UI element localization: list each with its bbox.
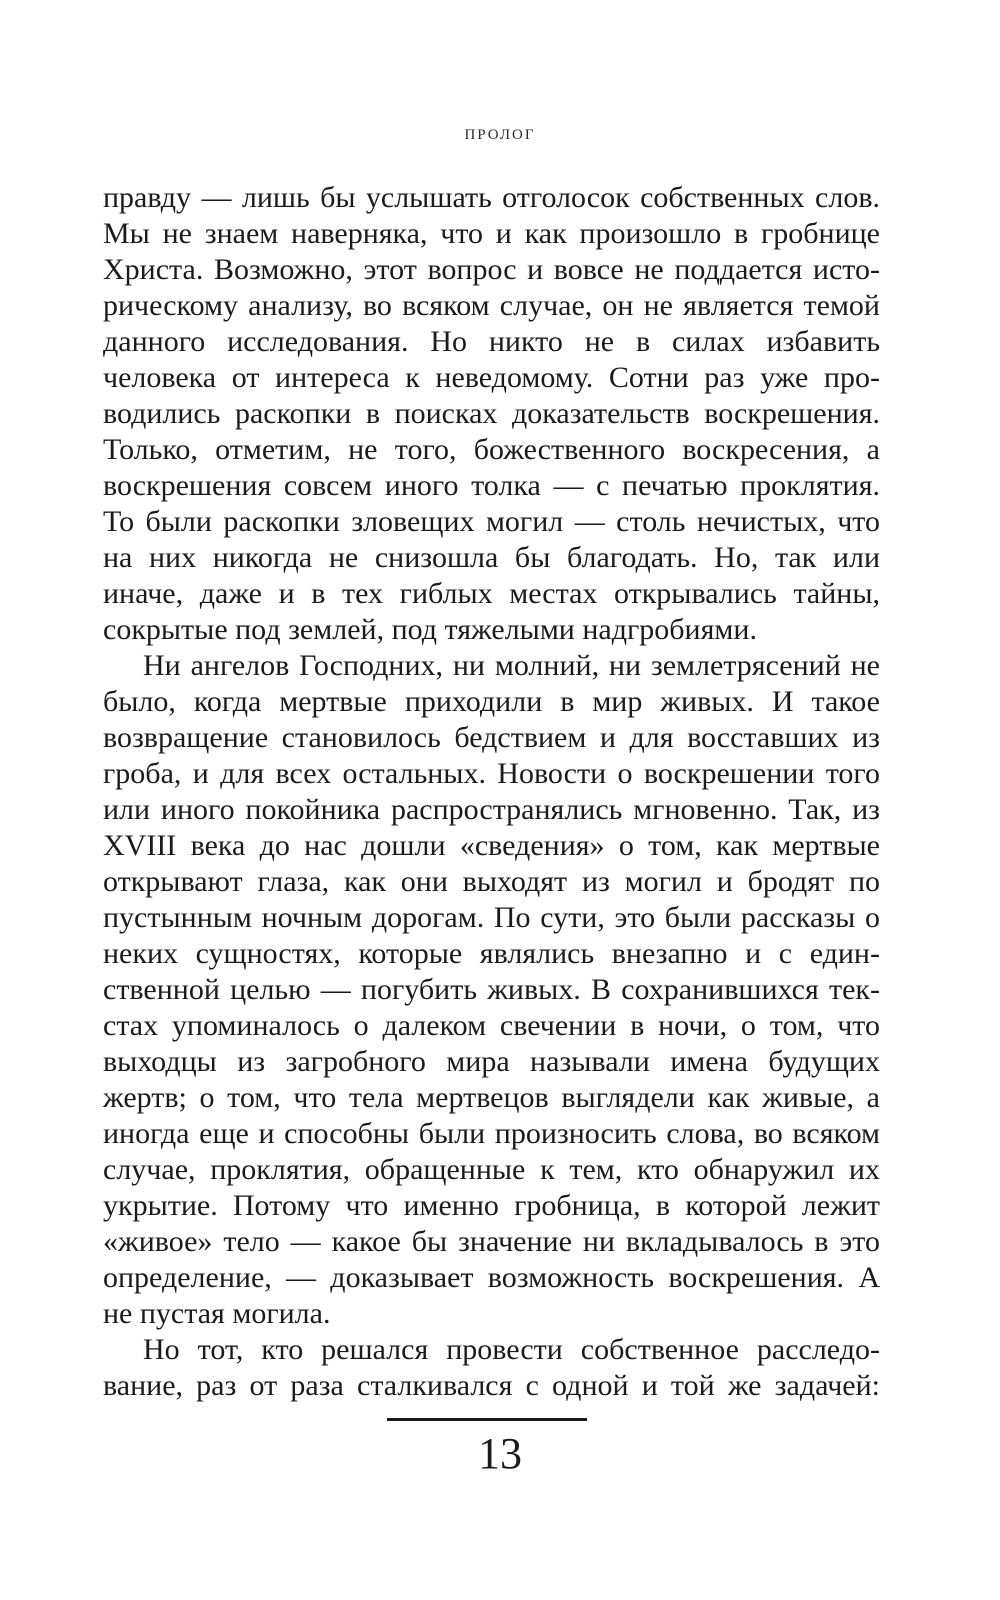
running-head: ПРОЛОГ: [464, 127, 536, 143]
text-block: [103, 180, 880, 1404]
paragraph-2: Ни ангелов Господних, ни молний, ни землетрясений не было, когда мертвые приходили в мир живых. И такое возвращение становилось бедствием и для восставших из гроба, и для всех остальных. Новости о воскрешении того или иного покойника распространялись мгновенно. Так, из XVIII века до нас дошли «сведения» о том, как мертвые открывают глаза, как они выходят из могил и бродят по пустынным ночным дорогам. По сути, это были рассказы о неких сущностях, которые являлись внезапно и с единственной целью — погубить живых. В сохранившихся текстах упоминалось о далеком свечении в ночи, о том, что выходцы из загробного мира называли имена будущих жертв; о том, что тела мертвецов выглядели как живые, а иногда еще и способны были произносить слова, во всяком случае, проклятия, обращенные к тем, кто обнаружил их укрытие. Потому что именно гробница, в которой лежит «живое» тело — какое бы значение ни вкладывалось в это определение, — доказывает возможность воскрешения. А не пустая могила.: [103, 649, 880, 1330]
paragraph-1: правду — лишь бы услышать отголосок собственных слов. Мы не знаем наверняка, что и как произошло в гробнице Христа. Возможно, этот вопрос и вовсе не поддается историческому анализу, во всяком случае, он не является темой данного исследования. Но никто не в силах избавить человека от интереса к неведомому. Сотни раз уже проводились раскопки в поисках доказательств воскрешения. Только, отметим, не того, божественного воскресения, а воскрешения совсем иного толка — с печатью проклятия. То были раскопки зловещих могил — столь нечистых, что на них никогда не снизошла бы благодать. Но, так или иначе, даже и в тех гиблых местах открывались тайны, сокрытые под землей, под тяжелыми надгробиями.: [103, 181, 880, 646]
footer-rule: [387, 1418, 587, 1421]
paragraph-3: Но тот, кто решался провести собственное расследование, раз от раза сталкивался с одной и той же задачей:: [103, 1333, 880, 1402]
page-number: 13: [478, 1429, 522, 1478]
